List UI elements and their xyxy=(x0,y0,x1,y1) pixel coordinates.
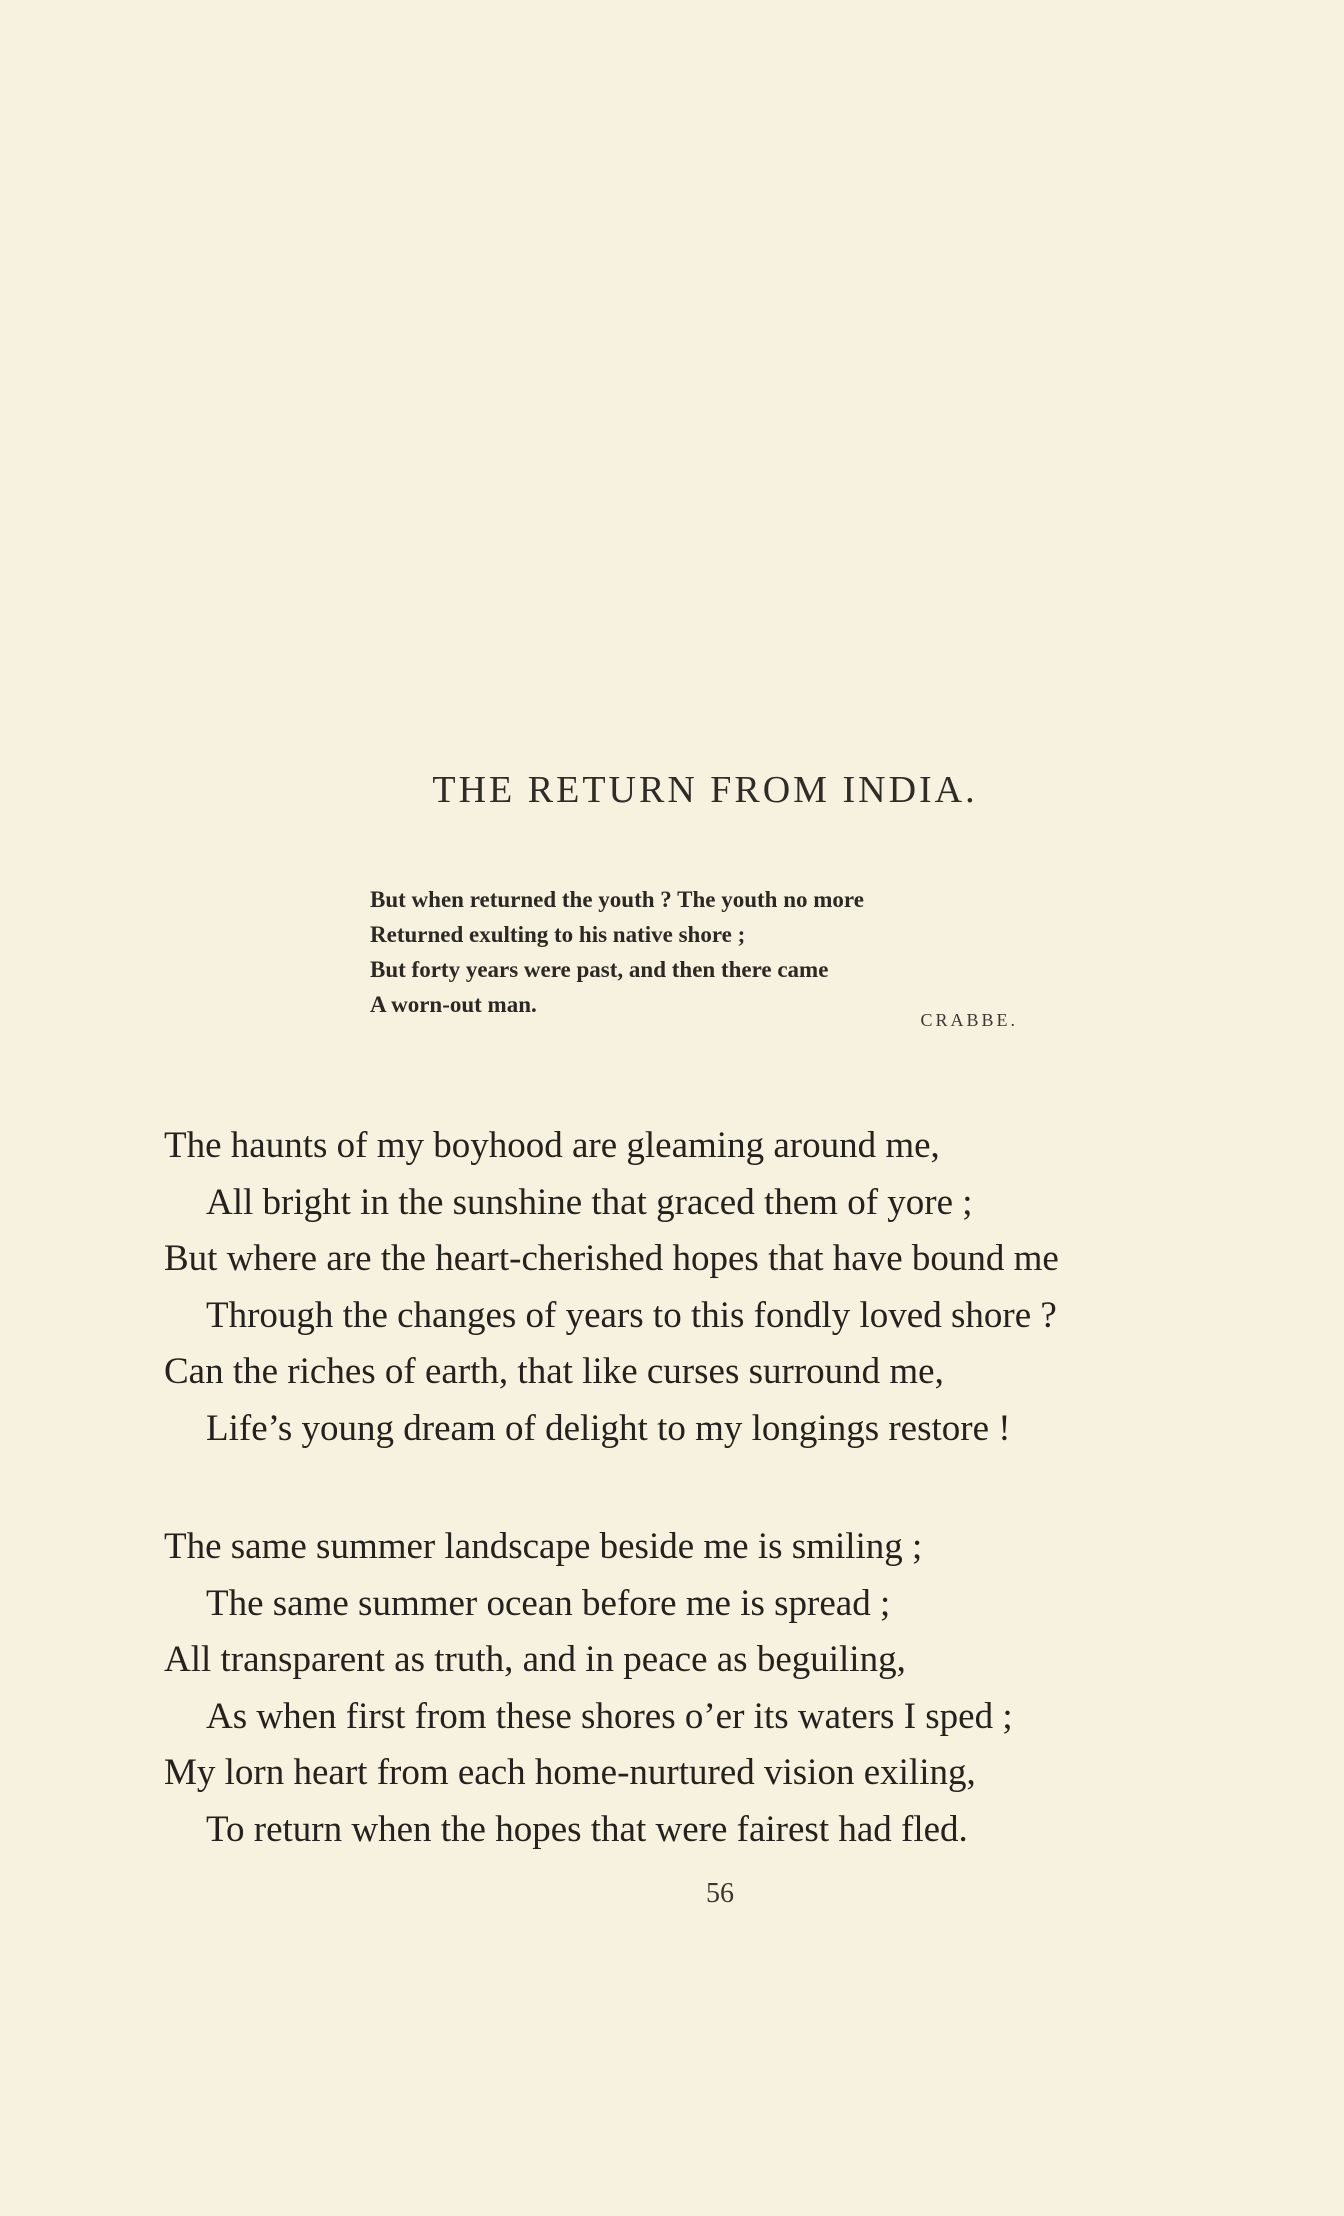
verse-line: My lorn heart from each home-nurtured vision exiling, xyxy=(164,1752,976,1793)
verse-line: The same summer ocean before me is spread ; xyxy=(206,1582,891,1624)
verse-line: All bright in the sunshine that graced them of yore ; xyxy=(206,1181,973,1223)
epigraph-line: But when returned the youth ? The youth no more xyxy=(370,887,864,912)
verse-line: Life’s young dream of delight to my longings restore ! xyxy=(206,1407,1011,1449)
verse-line: To return when the hopes that were fairest had fled. xyxy=(206,1808,968,1850)
verse-line: Can the riches of earth, that like curses surround me, xyxy=(164,1351,944,1392)
epigraph-attribution: CRABBE. xyxy=(920,1010,1018,1030)
epigraph xyxy=(370,882,1030,1022)
poem-title: THE RETURN FROM INDIA. xyxy=(432,769,978,811)
stanza-1 xyxy=(164,1118,1284,1457)
verse-line: The same summer landscape beside me is smiling ; xyxy=(164,1526,923,1567)
verse-line: The haunts of my boyhood are gleaming around me, xyxy=(164,1125,940,1166)
verse-line: All transparent as truth, and in peace as beguiling, xyxy=(164,1639,906,1680)
epigraph-line: A worn-out man. xyxy=(370,992,537,1017)
verse-line: As when first from these shores o’er its waters I sped ; xyxy=(206,1695,1013,1737)
stanza-2 xyxy=(164,1519,1284,1858)
verse-line: But where are the heart-cherished hopes that have bound me xyxy=(164,1238,1059,1279)
verse-line: Through the changes of years to this fondly loved shore ? xyxy=(206,1294,1057,1336)
epigraph-line: But forty years were past, and then there came xyxy=(370,957,829,982)
page-number: 56 xyxy=(706,1878,734,1909)
epigraph-line: Returned exulting to his native shore ; xyxy=(370,922,746,947)
